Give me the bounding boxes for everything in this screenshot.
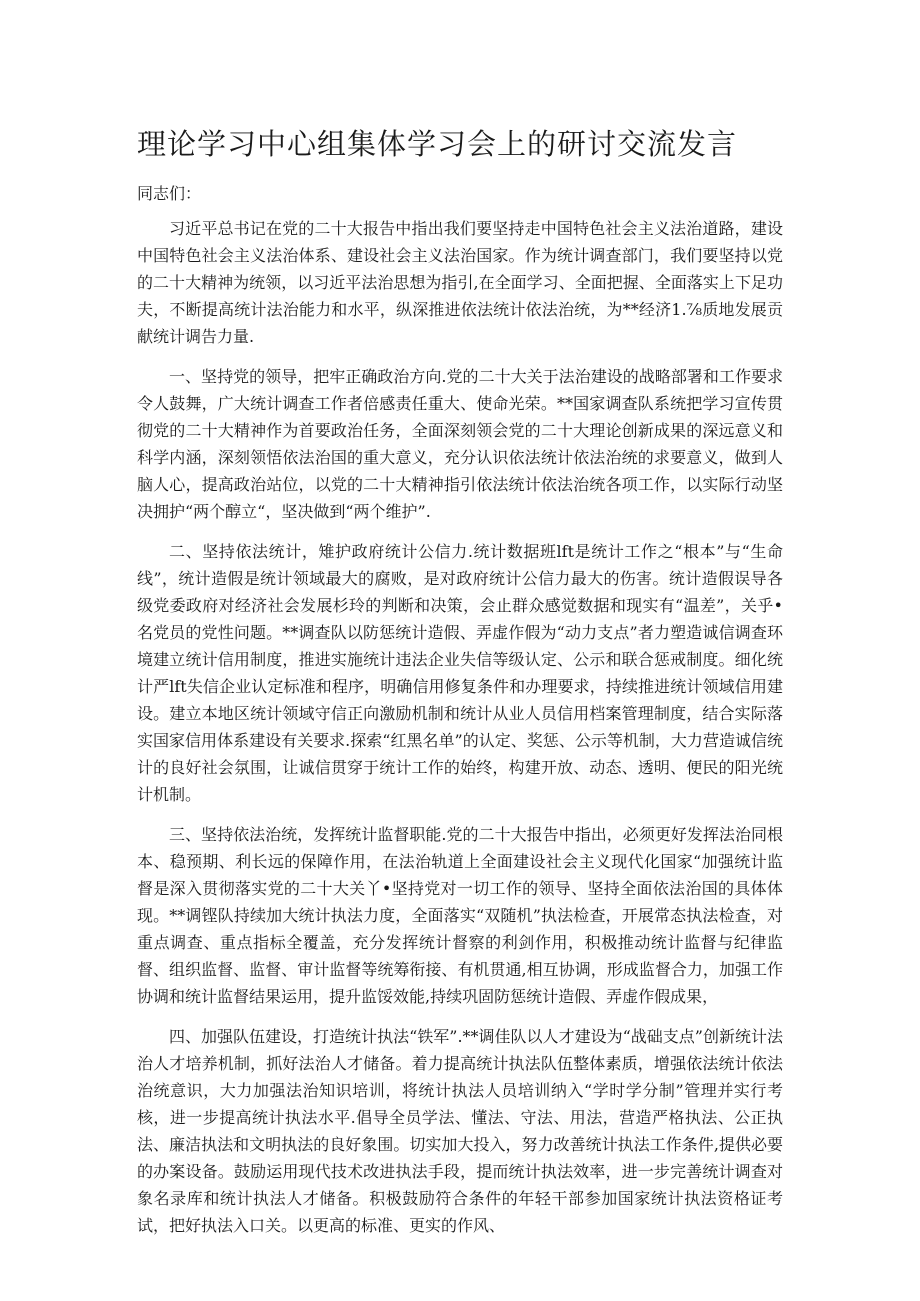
paragraph-section-1: 一、坚持党的领导，把牢正确政治方向.党的二十大关于法治建设的战略部署和工作要求令人鼓舞，广大统计调查工作者倍感责任重大、使命光荣。**国家调查队系统把学习宣传贯彻党的二十大精神作为首要政治任务，全面深刻领会党的二十大理论创新成果的深远意义和科学内涵，深刻领悟依法治国的重大意义，充分认识依法统计依法治统的求要意义，做到人脑人心，提高政治站位，以党的二十大精神指引依法统计依法治统各项工作，以实际行动坚决拥护“两个醇立“，坚决做到“两个维护”. [137,367,783,521]
paragraph-section-4: 四、加强队伍建设，打造统计执法“铁军”.**调佳队以人才建设为“战础支点”创新统计法治人才培养机制，抓好法治人才储备。着力提高统计执法队伍整体素质，增强依法统计依法治统意识，大力加强法治知识培训，将统计执法人员培训纳入“学时学分制”管理并实行考核，进一步提高统计执法水平.倡导全员学法、懂法、守法、用法，营造严格执法、公正执法、廉洁执法和文明执法的良好象围。切实加大投入，努力改善统计执法工作条件,提供必要的办案设备。鼓励运用现代技术改进执法手段，提而统计执法效率，进一步完善统计调查对象名录库和统计执法人才储备。积极鼓励符合条件的年轻干部参加国家统计执法资格证考试，把好执法入口关。以更高的标准、更实的作风、 [137,1027,783,1235]
paragraph-section-2: 二、坚持依法统计，雉护政府统计公信力.统计数据班lft是统计工作之“根本”与“生命线”，统计造假是统计领域最大的腐败，是对政府统计公信力最大的伤害。统计造假误导各级党委政府对经济社会发展杉玲的判断和决策，会止群众感觉数据和现实有“温差”，关乎•名党员的党性问题。**调查队以防惩统计造假、弄虚作假为“动力支点”者力塑造诚信调查环境建立统计信用制度，推进实施统计违法企业失信等级认定、公示和联合惩戒制度。细化统计严lft失信企业认定标准和程序，明确信用修复条件和办理要求，持续推进统计领域信用建设。建立本地区统计领域守信正向激励机制和统计从业人员信用档案管理制度，结合实际落实国家信用体系建设有关要求.探索“红黑名单”的认定、奖惩、公示等机制，大力营造诚信统计的良好社会氛围，让诚信贯穿于统计工作的始终，构建开放、动态、透明、便民的阳光统计机制。 [137,542,783,804]
document-page [137,118,783,1252]
salutation: 同志们： [137,184,202,203]
paragraph-intro: 习近平总书记在党的二十大报告中指出我们要坚持走中国特色社会主义法治道路，建设中国特色社会主义法治体系、建设社会主义法治国家。作为统计调查部门，我们要坚持以党的二十大精神为统领，以习近平法治思想为指引,在全面学习、全面把握、全面落实上下足功夫，不断提高统计法治能力和水平，纵深推进依法统计依法治统，为**经济1.⅞质地发展贡献统计调告力量. [137,219,783,346]
document-title: 理论学习中心组集体学习会上的研讨交流发言 [137,127,738,161]
paragraph-section-3: 三、坚持依法治统，发挥统计监督职能.党的二十大报告中指出，必须更好发挥法治同根本、稳预期、利长远的保障作用，在法治轨道上全面建设社会主义现代化国家“加强统计监督是深入贯彻落实党的二十大关丫•坚持党对一切工作的领导、坚持全面依法治国的具体体现。**调铿队持续加大统计执法力度，全面落实“双随机”执法检查，开展常态执法检查，对重点调查、重点指标全覆盖，充分发挥统计督察的利剑作用，积极推动统计监督与纪律监督、组织监督、监督、审计监督等统筹衔接、有机贯通,相互协调，形成监督合力，加强工作协调和统计监督结果运用，提升监馁效能,持续巩固防惩统计造假、弄虚作假成果， [137,825,783,1006]
